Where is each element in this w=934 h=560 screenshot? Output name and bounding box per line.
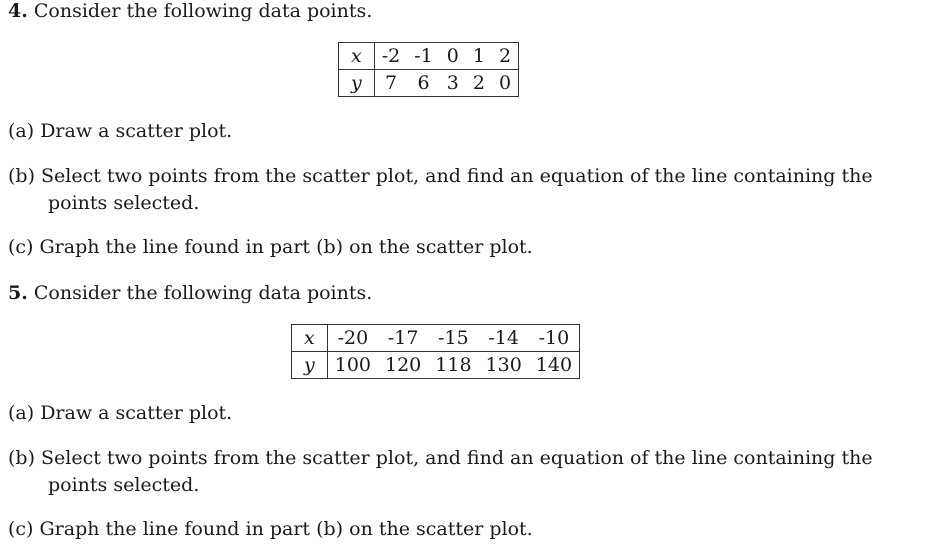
table-cell: -17 xyxy=(378,325,428,352)
part-a: (a) Draw a scatter plot. xyxy=(8,120,233,142)
table-cell: -15 xyxy=(428,325,478,352)
problem-5-heading xyxy=(8,282,372,304)
part-a: (a) Draw a scatter plot. xyxy=(8,402,233,424)
table-cell: 100 xyxy=(334,354,371,376)
data-table-5 xyxy=(291,324,580,379)
problem-number: 4. xyxy=(8,0,28,22)
table-cell: 120 xyxy=(385,354,422,376)
table-y-label: y xyxy=(292,352,328,379)
table-cell: 140 xyxy=(535,354,573,376)
table-cell: 0 xyxy=(440,43,466,70)
table-x-label: x xyxy=(292,325,328,352)
table-cell: -14 xyxy=(479,325,529,352)
problem-intro: Consider the following data points. xyxy=(33,0,373,22)
table-x-label: x xyxy=(339,43,375,70)
part-b-line2: points selected. xyxy=(48,192,200,214)
table-cell: 7 xyxy=(384,72,398,94)
table-y-label: y xyxy=(339,70,375,97)
table-cell: 6 xyxy=(417,72,430,94)
part-b-line1: (b) Select two points from the scatter plot, and find an equation of the line containing the xyxy=(8,447,873,469)
part-b-line1: (b) Select two points from the scatter plot, and find an equation of the line containing the xyxy=(8,165,873,187)
table-cell: 1 xyxy=(466,43,492,70)
table-cell: 118 xyxy=(435,354,472,376)
problem-number: 5. xyxy=(8,282,28,304)
table-cell: 2 xyxy=(472,72,485,94)
part-c: (c) Graph the line found in part (b) on the scatter plot. xyxy=(8,518,533,540)
table-cell: 130 xyxy=(485,354,522,376)
data-table-4 xyxy=(338,42,519,97)
part-b-line2: points selected. xyxy=(48,474,200,496)
problem-intro: Consider the following data points. xyxy=(33,282,373,304)
part-c: (c) Graph the line found in part (b) on the scatter plot. xyxy=(8,236,533,258)
table-cell: 0 xyxy=(498,72,512,94)
table-cell: -2 xyxy=(374,43,407,70)
table-cell: 3 xyxy=(446,72,459,94)
problem-4-heading xyxy=(8,0,372,22)
table-cell: -10 xyxy=(529,325,580,352)
table-cell: -20 xyxy=(327,325,378,352)
table-cell: -1 xyxy=(407,43,440,70)
table-cell: 2 xyxy=(492,43,519,70)
